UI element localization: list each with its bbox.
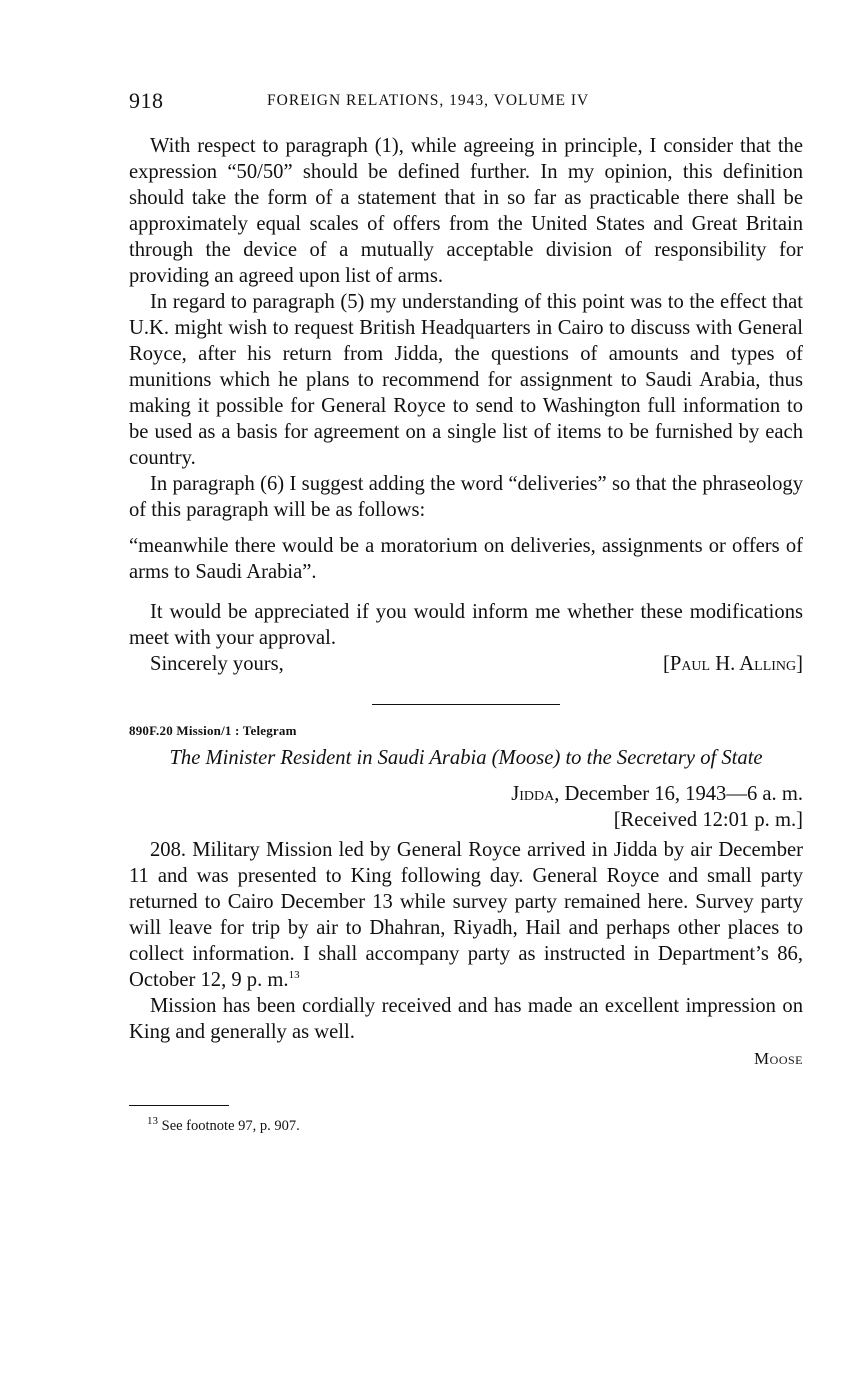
letter-paragraph-4: It would be appreciated if you would inform me whether these modifications meet with your approval.: [129, 601, 803, 649]
footnote-rule: [129, 1105, 229, 1106]
page-number: 918: [129, 88, 164, 113]
telegram-title: The Minister Resident in Saudi Arabia (Moose) to the Secretary of State: [169, 747, 763, 769]
document-reference: 890F.20 Mission/1 : Telegram: [129, 723, 297, 738]
section-divider: [372, 704, 560, 705]
quoted-text: “meanwhile there would be a moratorium on deliveries, assignments or offers of arms to Saudi Arabia”.: [129, 535, 803, 583]
telegram-place: Jidda: [511, 783, 555, 805]
letter-paragraph-1: With respect to paragraph (1), while agreeing in principle, I consider that the expression “50/50” should be defined further. In my opinion, this definition should take the form of a statement that in so far as practicable there shall be approximately equal scales of offers from the United States and Great Britain through the device of a mutually acceptable division of responsibility for providing an agreed upon list of arms.: [129, 135, 803, 287]
letter-paragraph-2: In regard to paragraph (5) my understanding of this point was to the effect that U.K. might wish to request British Headquarters in Cairo to discuss with General Royce, after his return from Jidda, the questions of amounts and types of munitions which he plans to recommend for assignment to Saudi Arabia, thus making it possible for General Royce to send to Washington full information to be used as a basis for agreement on a single list of items to be furnished by each country.: [129, 291, 803, 469]
page-header: [129, 88, 803, 118]
telegram-received: [Received 12:01 p. m.]: [613, 809, 803, 831]
document-page: [129, 88, 803, 1135]
letter-signature: [Paul H. Alling]: [663, 653, 803, 675]
running-head: FOREIGN RELATIONS, 1943, VOLUME IV: [267, 92, 590, 109]
telegram-dateline: [129, 781, 803, 807]
telegram-paragraph-2: Mission has been cordially received and has made an excellent impression on King and generally as well.: [129, 995, 803, 1043]
telegram-signature: Moose: [754, 1049, 803, 1068]
telegram-date: , December 16, 1943—6 a. m.: [554, 783, 803, 805]
footnote-reference: 13: [288, 969, 300, 982]
footnote: [147, 1115, 803, 1135]
letter-closing: [129, 651, 803, 679]
telegram-paragraph-1: [129, 837, 803, 993]
footnote-number: 13: [147, 1115, 158, 1128]
complimentary-close: Sincerely yours,: [150, 653, 284, 675]
letter-paragraph-3: In paragraph (6) I suggest adding the word “deliveries” so that the phraseology of this paragraph will be as follows:: [129, 473, 803, 521]
footnote-text: See footnote 97, p. 907.: [158, 1118, 300, 1134]
telegram-paragraph-1-text: 208. Military Mission led by General Royce arrived in Jidda by air December 11 and was presented to King following day. General Royce and small party returned to Cairo December 13 while survey party remained here. Survey party will leave for trip by air to Dhahran, Riyadh, Hail and perhaps other places to collect information. I shall accompany party as instructed in Department’s 86, October 12, 9 p. m.: [129, 839, 803, 991]
